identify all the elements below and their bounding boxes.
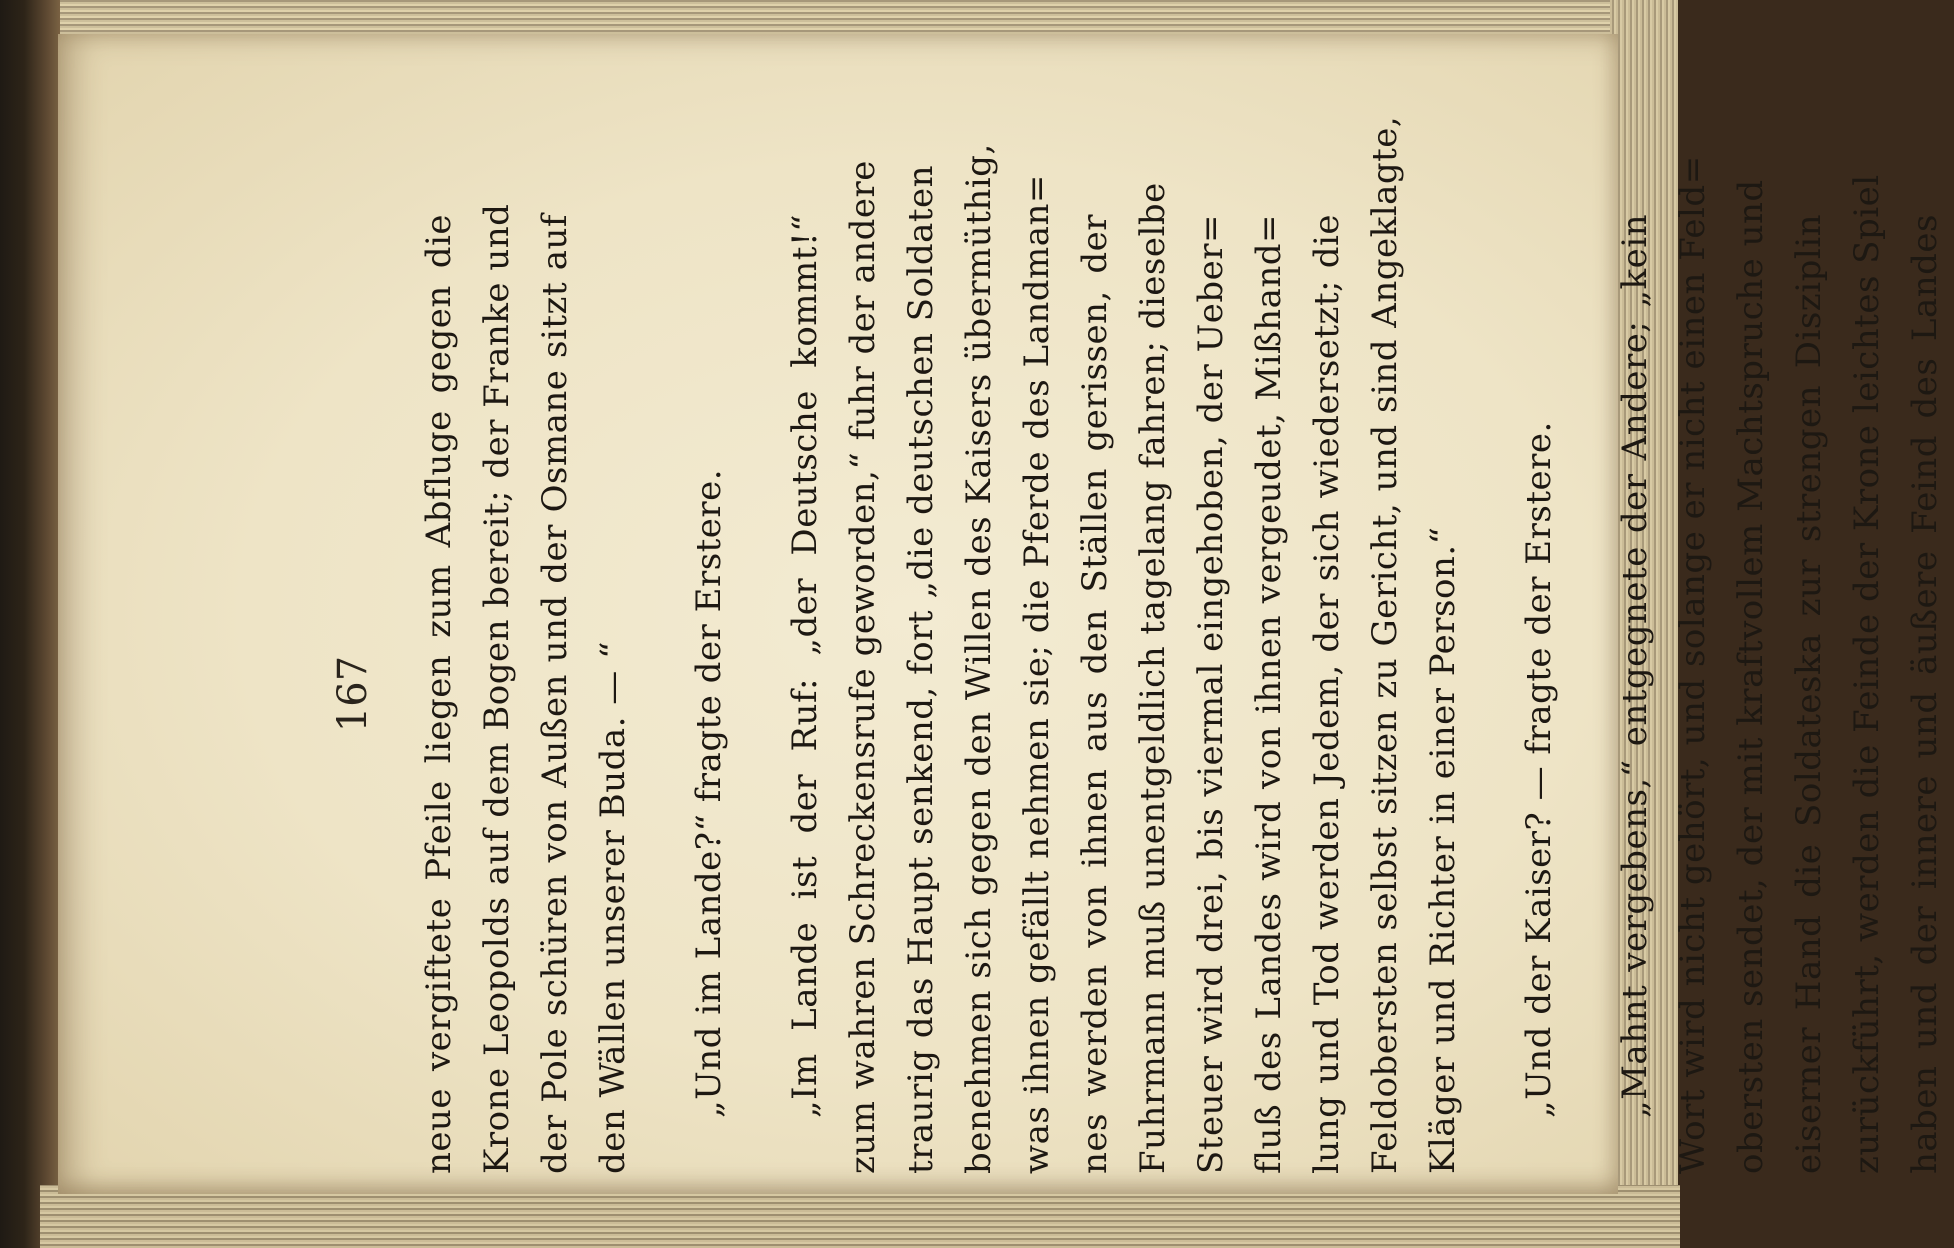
text-line: Wort wird nicht gehört, und solange er nicht einen Feld= — [1673, 155, 1713, 1174]
text-line: was ihnen gefällt nehmen sie; die Pferde des Landman= — [1017, 174, 1057, 1174]
text-line: der Pole schüren von Außen und der Osmane sitzt auf — [535, 214, 575, 1174]
text-line: benehmen sich gegen den Willen des Kaisers übermüthig, — [959, 143, 999, 1174]
paragraph-gap — [738, 214, 776, 1174]
text-line: „Und der Kaiser? — fragte der Erstere. — [1519, 421, 1559, 1118]
text-line: eiserner Hand die Soldateska zur strengen Disziplin — [1789, 214, 1829, 1174]
text-line: „Und im Lande?“ fragte der Erstere. — [689, 468, 729, 1118]
page-edges-bottom — [40, 1185, 1680, 1248]
text-line: obersten sendet, der mit kraftvollem Machtspruche und — [1731, 179, 1771, 1174]
rotated-text-block — [318, 115, 1945, 1174]
paragraph-gap — [642, 214, 680, 1174]
text-line: zurückführt, werden die Feinde der Krone leichtes Spiel — [1847, 174, 1887, 1174]
text-line: Fuhrmann muß unentgeldlich tagelang fahren; dieselbe — [1133, 182, 1173, 1174]
book-spine — [0, 0, 60, 1248]
text-line: Kläger und Richter in einer Person.“ — [1423, 526, 1463, 1174]
text-line: lung und Tod werden Jedem, der sich wiedersetzt; die — [1307, 214, 1347, 1174]
body-text — [410, 115, 1954, 1174]
text-line: den Wällen unserer Buda. — “ — [593, 641, 633, 1174]
text-line: „Mahnt vergebens,“ entgegnete der Andere; „kein — [1615, 214, 1655, 1118]
text-line: neue vergiftete Pfeile liegen zum Abfluge gegen die — [419, 214, 459, 1174]
text-line: Krone Leopolds auf dem Bogen bereit; der Franke und — [477, 203, 517, 1174]
text-line: Feldobersten selbst sitzen zu Gericht, und sind Angeklagte, — [1365, 115, 1405, 1174]
text-line: zum wahren Schreckensrufe geworden,“ fuhr der andere — [843, 160, 883, 1174]
book-page — [58, 34, 1945, 1194]
text-line: Steuer wird drei, bis viermal eingehoben, der Ueber= — [1191, 213, 1231, 1174]
text-line: nes werden von ihnen aus den Ställen gerissen, der — [1075, 214, 1115, 1174]
text-line: traurig das Haupt senkend, fort „die deutschen Soldaten — [901, 164, 941, 1174]
text-line: „Im Lande ist der Ruf: „der Deutsche kommt!“ — [785, 214, 825, 1118]
paragraph-gap — [1568, 214, 1606, 1174]
text-line: fluß des Landes wird von ihnen vergeudet, Mißhand= — [1249, 214, 1289, 1174]
paragraph-gap — [1472, 214, 1510, 1174]
text-line: haben und der innere und äußere Feind des Landes — [1905, 214, 1945, 1174]
page-number: 167 — [330, 655, 376, 733]
